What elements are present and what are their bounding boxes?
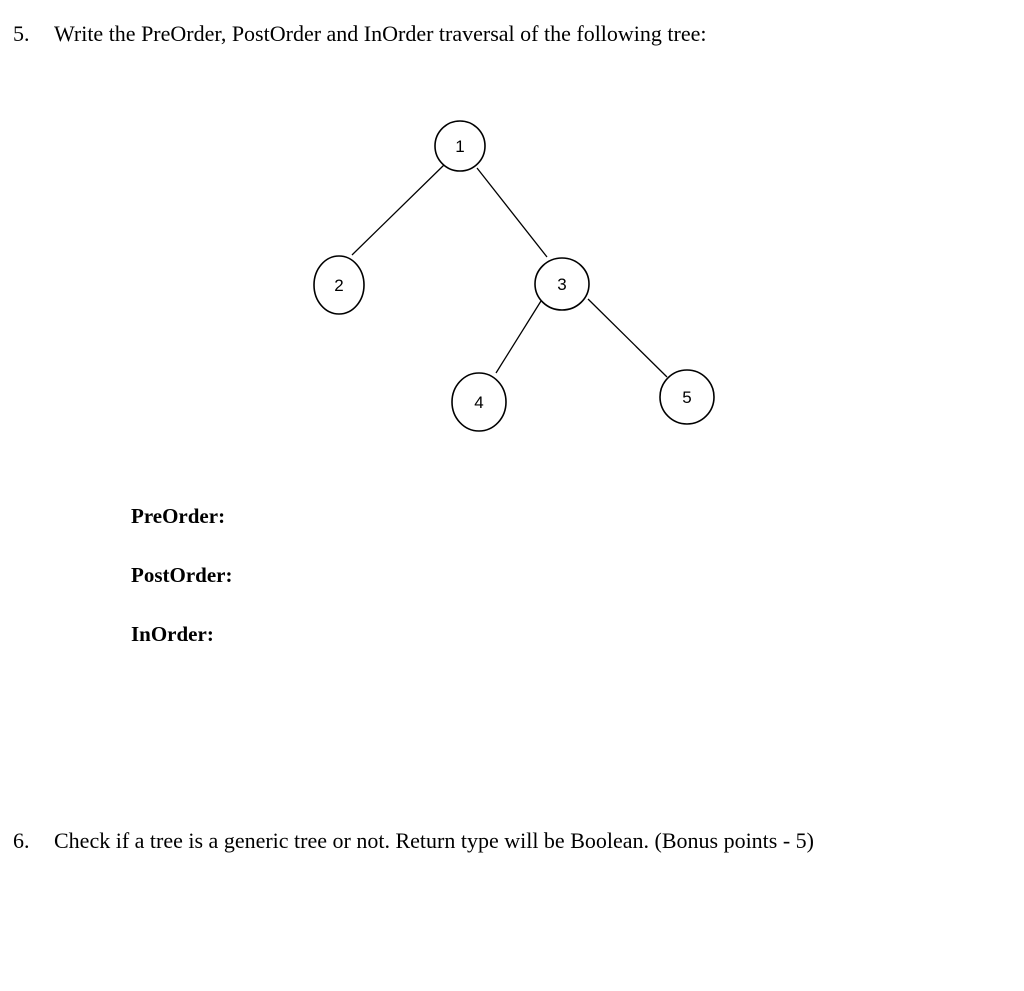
tree-edge-3-4: [496, 301, 541, 373]
tree-edge-1-3: [477, 168, 547, 257]
tree-node-1: [435, 121, 485, 171]
question-6-text: Check if a tree is a generic tree or not. Return type will be Boolean. (Bonus points - 5): [54, 828, 815, 853]
postorder-label: PostOrder:: [131, 563, 233, 587]
question-6-number: 6.: [13, 828, 30, 853]
question-5-number: 5.: [13, 21, 30, 46]
tree-node-label: 3: [557, 275, 567, 294]
tree-node-label: 1: [455, 137, 465, 156]
tree-node-label: 4: [474, 393, 484, 412]
tree-node-5: [660, 370, 714, 424]
tree-node-label: 2: [334, 276, 344, 295]
tree-node-label: 5: [682, 388, 692, 407]
tree-node-2: [314, 256, 364, 314]
tree-node-3: [535, 258, 589, 310]
inorder-label: InOrder:: [131, 622, 214, 646]
preorder-label: PreOrder:: [131, 504, 226, 528]
tree-edge-3-5: [588, 299, 667, 377]
question-5-text: Write the PreOrder, PostOrder and InOrder traversal of the following tree:: [54, 21, 707, 46]
tree-edge-1-2: [352, 164, 445, 255]
tree-node-4: [452, 373, 506, 431]
